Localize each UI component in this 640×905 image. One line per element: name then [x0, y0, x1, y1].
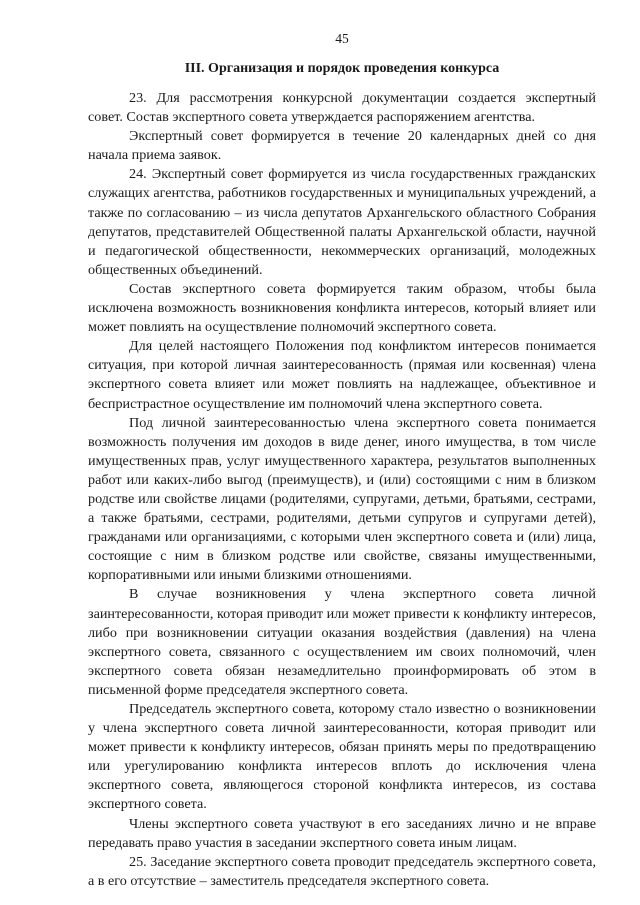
page-number: 45 — [335, 31, 349, 46]
section-title: III. Организация и порядок проведения конкурса — [184, 61, 500, 76]
paragraph-25: 25. Заседание экспертного совета проводит председатель экспертного совета, а в его отсутствие – заместитель председателя экспертного совета. — [88, 853, 596, 889]
paragraph-23: 23. Для рассмотрения конкурсной документации создается экспертный совет. Состав экспертного совета утверждается распоряжением агентства. — [88, 90, 596, 126]
paragraph-council-composition: Состав экспертного совета формируется таким образом, чтобы была исключена возможность возникновения конфликта интересов, который влияет или может повлиять на осуществление полномочий экспертного совета. — [88, 280, 596, 336]
paragraph-members-participation: Члены экспертного совета участвуют в его заседаниях лично и не вправе передавать право участия в заседании экспертного совета иным лицам. — [88, 815, 596, 851]
paragraph-personal-interest-definition: Под личной заинтересованностью члена экспертного совета понимается возможность получения им доходов в виде денег, иного имущества, в том числе имущественных прав, услуг имущественного характера, результатов выполненных работ или каких-либо выгод (преимуществ), и (или) состоящими с ним в близком родстве или свойстве лицами (родителями, супругами, детьми, братьями, сестрами, а также братьями, сестрами, родителями, детьми супругов и супругами детей), гражданами или организациями, с которыми член экспертного совета и (или) лица, состоящие с ним в близком родстве или свойстве, связаны имущественными, корпоративными или иными близкими отношениями. — [88, 414, 596, 584]
document-page — [88, 30, 596, 891]
paragraph-conflict-definition: Для целей настоящего Положения под конфликтом интересов понимается ситуация, при которой личная заинтересованность (прямая или косвенная) члена экспертного совета влияет или может повлиять на надлежащее, объективное и беспристрастное осуществление им полномочий члена экспертного совета. — [88, 338, 596, 412]
paragraph-24: 24. Экспертный совет формируется из числа государственных гражданских служащих агентства, работников государственных и муниципальных учреждений, а также по согласованию – из числа депутатов Архангельского областного Собрания депутатов, представителей Общественной палаты Архангельской области, научной и педагогической общественности, некоммерческих организаций, молодежных общественных объединений. — [88, 166, 596, 278]
paragraph-expert-council-formation-term: Экспертный совет формируется в течение 20 календарных дней со дня начала приема заявок. — [88, 128, 596, 164]
paragraph-chairman-duties: Председатель экспертного совета, которому стало известно о возникновении у члена экспертного совета личной заинтересованности, которая приводит или может привести к конфликту интересов, обязан принять меры по предотвращению или урегулированию конфликта интересов вплоть до исключения члена экспертного совета, являющегося стороной конфликта интересов, из состава экспертного совета. — [88, 701, 596, 813]
paragraph-conflict-reporting: В случае возникновения у члена экспертного совета личной заинтересованности, которая приводит или может привести к конфликту интересов, либо при возникновении ситуации оказания воздействия (давления) на члена экспертного совета, связанного с осуществлением им своих полномочий, член экспертного совета обязан незамедлительно проинформировать об этом в письменной форме председателя экспертного совета. — [88, 586, 596, 698]
